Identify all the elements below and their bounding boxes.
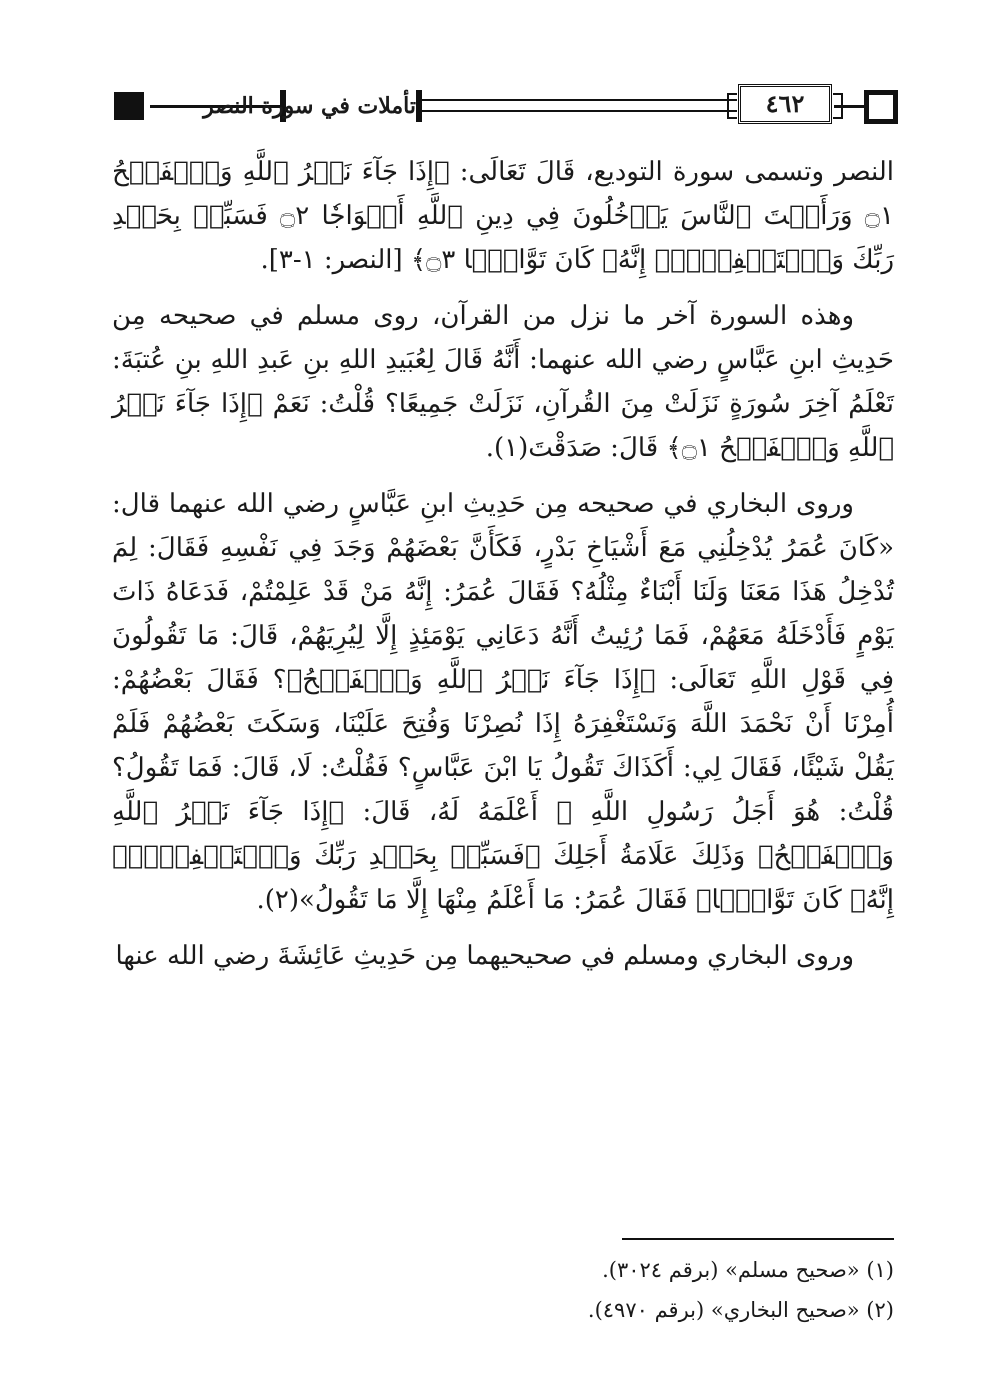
paragraph: وروى البخاري في صحيحه مِن حَدِيثِ ابنِ عَبَّاسٍ رضي الله عنهما قال: «كَانَ عُمَرُ يُدْخِلُنِي مَعَ أَشْيَاخِ بَدْرٍ، فَكَأَنَّ بَعْضَهُمْ وَجَدَ فِي نَفْسِهِ فَقَالَ: لِمَ تُدْخِلُ هَذَا مَعَنَا وَلَنَا أَبْنَاءٌ مِثْلُهُ؟ فَقَالَ عُمَرُ: إِنَّهُ مَنْ قَدْ عَلِمْتُمْ، فَدَعَاهُ ذَاتَ يَوْمٍ فَأَدْخَلَهُ مَعَهُمْ، فَمَا رُئِيتُ أَنَّهُ دَعَانِي يَوْمَئِذٍ إِلَّا لِيُرِيَهُمْ، قَالَ: مَا تَقُولُونَ فِي قَوْلِ اللَّهِ تَعَالَى: ﴿إِذَا جَآءَ نَصۡرُ ٱللَّهِ وَٱلۡفَتۡحُ﴾؟ فَقَالَ بَعْضُهُمْ: أُمِرْنَا أَنْ نَحْمَدَ اللَّهَ وَنَسْتَغْفِرَهُ إِذَا نُصِرْنَا وَفُتِحَ عَلَيْنَا، وَسَكَتَ بَعْضُهُمْ فَلَمْ يَقُلْ شَيْئًا، فَقَالَ لِي: أَكَذَاكَ تَقُولُ يَا ابْنَ عَبَّاسٍ؟ فَقُلْتُ: لَا، قَالَ: فَمَا تَقُولُ؟ قُلْتُ: هُوَ أَجَلُ رَسُولِ اللَّهِ ﷺ أَعْلَمَهُ لَهُ، قَالَ: ﴿إِذَا جَآءَ نَصۡرُ ٱللَّهِ وَٱلۡفَتۡحُ﴾ وَذَلِكَ عَلَامَةُ أَجَلِكَ ﴿فَسَبِّحۡ بِحَمۡدِ رَبِّكَ وَٱسۡتَغۡفِرۡهُۚ إِنَّهُۥ كَانَ تَوَّابَۢا﴾ فَقَالَ عُمَرُ: مَا أَعْلَمُ مِنْهَا إِلَّا مَا تَقُولُ»(٢). <box>112 489 894 915</box>
footnote: (١) «صحيح مسلم» (برقم ٣٠٢٤). <box>602 1258 894 1282</box>
header-rule <box>834 105 864 108</box>
header-double-rule <box>422 99 737 101</box>
main-text <box>112 150 894 990</box>
footnotes <box>112 1250 894 1330</box>
running-header <box>112 84 894 128</box>
header-ornament-solid-square <box>114 92 144 120</box>
header-ornament-hollow-square <box>864 90 898 124</box>
page-number: ٤٦٢ <box>765 89 805 118</box>
header-double-rule <box>422 110 737 112</box>
footnote: (٢) «صحيح البخاري» (برقم ٤٩٧٠). <box>587 1298 894 1322</box>
chapter-title: تأملات في سورة النصر <box>203 93 416 119</box>
page-number-frame <box>738 84 832 124</box>
footnote-separator <box>622 1238 894 1240</box>
paragraph: وروى البخاري ومسلم في صحيحيهما مِن حَدِيثِ عَائِشَةَ رضي الله عنها <box>115 941 854 971</box>
header-bar <box>416 90 422 122</box>
paragraph: النصر وتسمى سورة التوديع، قَالَ تَعَالَى: ﴿إِذَا جَآءَ نَصۡرُ ٱللَّهِ وَٱلۡفَتۡحُ ۝١ وَرَأَيۡتَ ٱلنَّاسَ يَدۡخُلُونَ فِي دِينِ ٱللَّهِ أَفۡوَاجٗا ۝٢ فَسَبِّحۡ بِحَمۡدِ رَبِّكَ وَٱسۡتَغۡفِرۡهُۚ إِنَّهُۥ كَانَ تَوَّابَۢا ۝٣﴾ [النصر: ١-٣]. <box>112 157 894 275</box>
paragraph: وهذه السورة آخر ما نزل من القرآن، روى مسلم في صحيحه مِن حَدِيثِ ابنِ عَبَّاسٍ رضي الله عنهما: أَنَّهُ قَالَ لِعُبَيدِ اللهِ بنِ عَبدِ اللهِ بنِ عُتبَةَ: تَعْلَمُ آخِرَ سُورَةٍ نَزَلَتْ مِنَ القُرآنِ، نَزَلَتْ جَمِيعًا؟ قُلْتُ: نَعَمْ ﴿إِذَا جَآءَ نَصۡرُ ٱللَّهِ وَٱلۡفَتۡحُ ۝١﴾ قَالَ: صَدَقْتَ(١). <box>112 301 894 463</box>
